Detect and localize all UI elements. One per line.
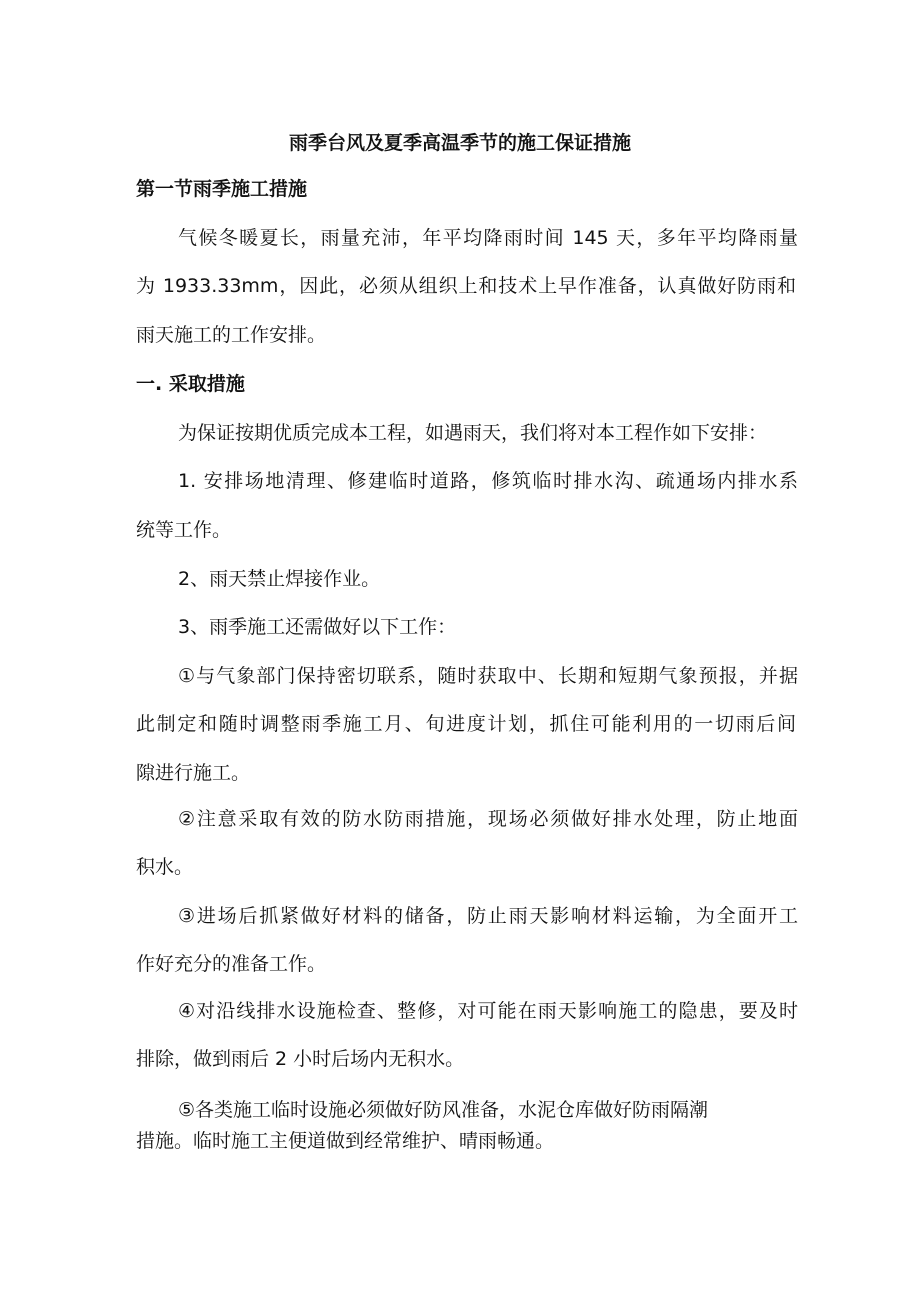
sub-item-4-line-1: ④对沿线排水设施检查、整修，对可能在雨天影响施工的隐患，要及时 bbox=[178, 1000, 798, 1022]
item-3: 3、雨季施工还需做好以下工作： bbox=[178, 616, 457, 638]
measures-intro: 为保证按期优质完成本工程，如遇雨天，我们将对本工程作如下安排： bbox=[178, 422, 768, 444]
sub-item-2-line-1: ②注意采取有效的防水防雨措施，现场必须做好排水处理，防止地面 bbox=[178, 808, 798, 830]
sub-item-2-line-2: 积水。 bbox=[136, 856, 194, 878]
item-1-line-2: 统等工作。 bbox=[136, 519, 232, 541]
sub-item-1-line-1: ①与气象部门保持密切联系，随时获取中、长期和短期气象预报，并据 bbox=[178, 665, 798, 687]
sub-item-4-line-2: 排除，做到雨后 2 小时后场内无积水。 bbox=[136, 1048, 465, 1070]
intro-line-2: 为 1933.33mm，因此，必须从组织上和技术上早作准备，认真做好防雨和 bbox=[136, 275, 796, 297]
item-2: 2、雨天禁止焊接作业。 bbox=[178, 568, 381, 590]
section-heading: 第一节雨季施工措施 bbox=[136, 178, 308, 200]
intro-line-3: 雨天施工的工作安排。 bbox=[136, 324, 327, 346]
sub-item-3-line-1: ③进场后抓紧做好材料的储备，防止雨天影响材料运输，为全面开工 bbox=[178, 905, 798, 927]
sub-item-3-line-2: 作好充分的准备工作。 bbox=[136, 953, 327, 975]
document-title: 雨季台风及夏季高温季节的施工保证措施 bbox=[288, 132, 631, 154]
sub-item-1-line-2: 此制定和随时调整雨季施工月、旬进度计划，抓住可能利用的一切雨后间 bbox=[136, 713, 796, 735]
subheading-measures: 一. 采取措施 bbox=[136, 373, 245, 395]
sub-item-5-line-2: 措施。临时施工主便道做到经常维护、晴雨畅通。 bbox=[136, 1130, 555, 1152]
sub-item-5-line-1: ⑤各类施工临时设施必须做好防风准备，水泥仓库做好防雨隔潮 bbox=[178, 1099, 709, 1121]
sub-item-1-line-3: 隙进行施工。 bbox=[136, 762, 251, 784]
intro-line-1: 气候冬暖夏长，雨量充沛，年平均降雨时间 145 天，多年平均降雨量 bbox=[178, 227, 798, 249]
item-1-line-1: 1. 安排场地清理、修建临时道路，修筑临时排水沟、疏通场内排水系 bbox=[178, 470, 798, 492]
